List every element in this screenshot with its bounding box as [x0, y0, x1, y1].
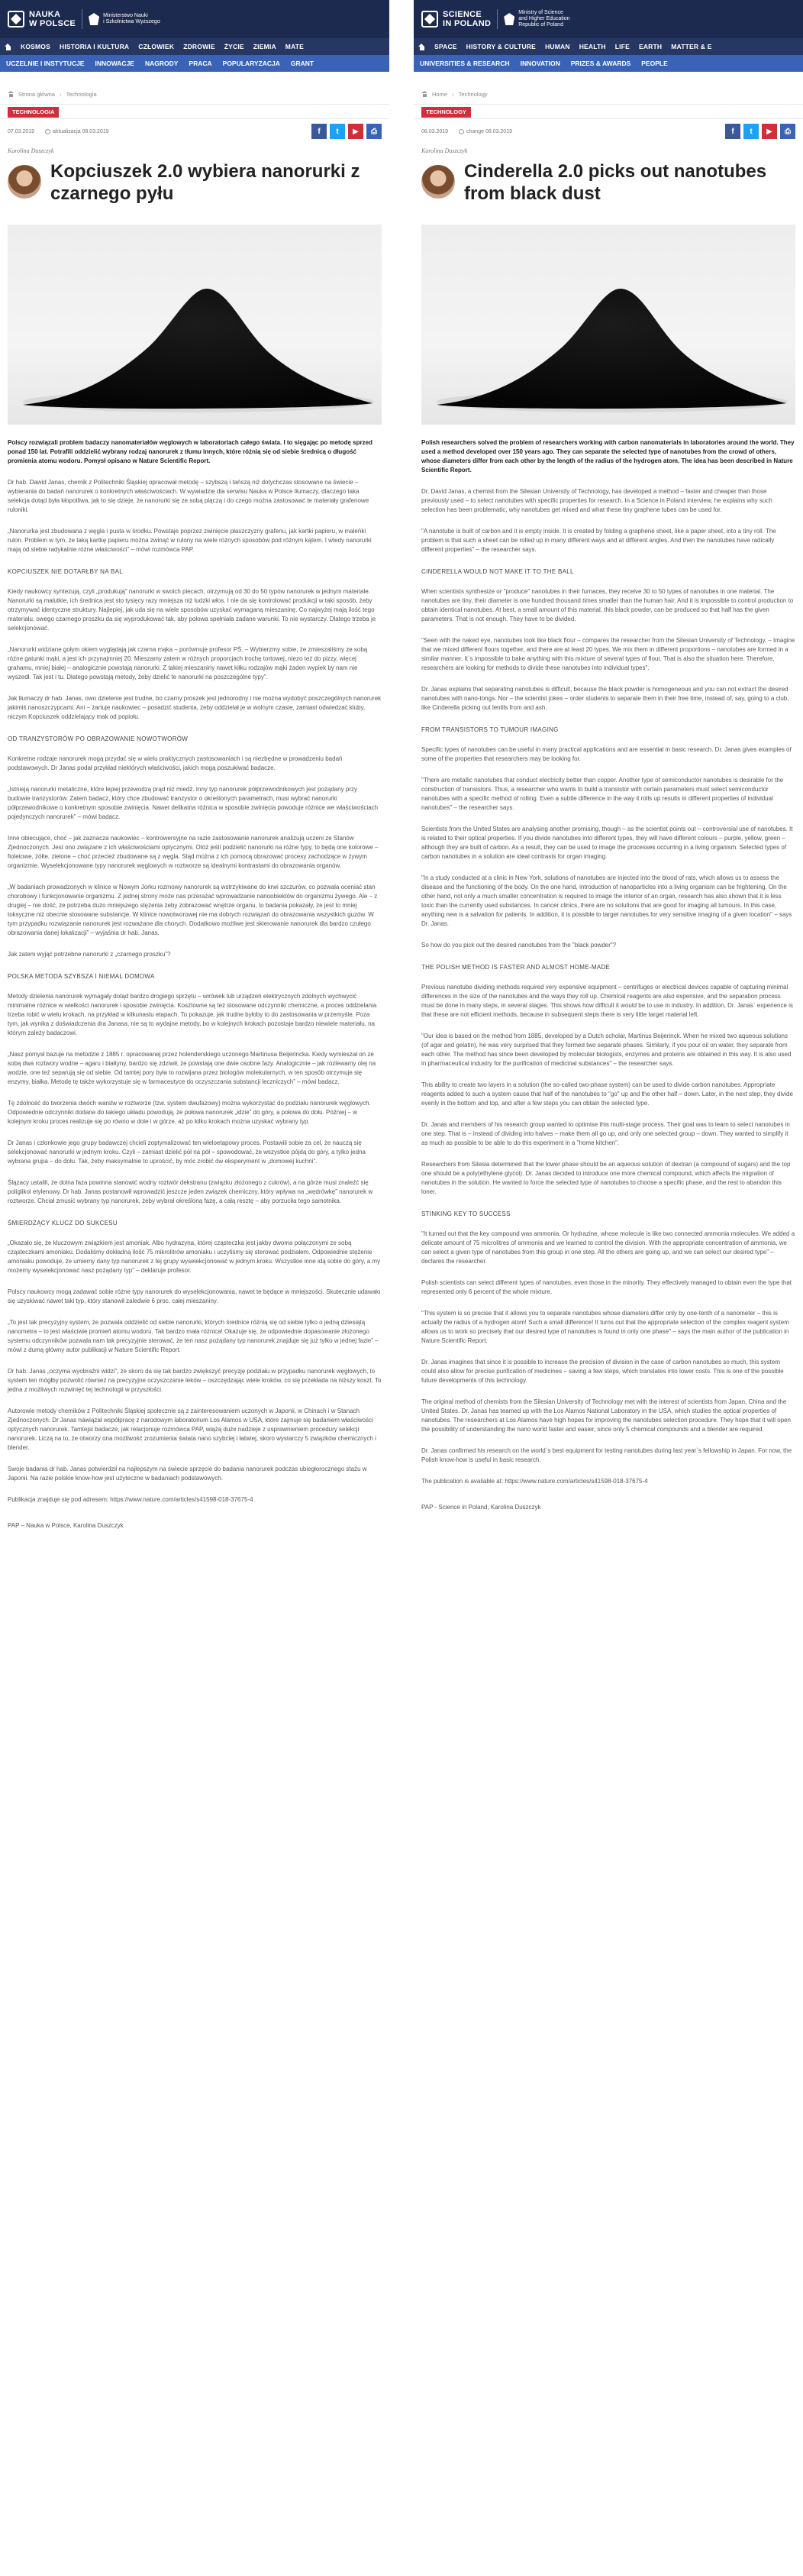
subnav-item[interactable]: PRACA	[189, 60, 212, 67]
article-body	[421, 487, 795, 1512]
nav-item[interactable]: MATE	[285, 43, 305, 50]
subnav-item[interactable]: POPULARYZACJA	[222, 60, 280, 67]
twitter-icon[interactable]: t	[743, 124, 759, 139]
body-paragraph: Dr hab. Dawid Janas, chemik z Politechniki Śląskiej opracował metodę – szybszą i tańszą niż dotychczas stosowane na świecie – wybierania do badań nanorurek o konkretnych właściwościach. W wywiadzie dla serwisu Nauka w Polsce tłumaczy, dlaczego taka selekcja dotąd była kłopotliwa, jak to się dzieje, że nanorurki się ze sobą plączą i do czego można zastosować te materiały grafenowe rulоniki.	[8, 479, 369, 513]
publication-link[interactable]: The publication is available at: https://www.nature.com/articles/s41598-018-37675-4	[421, 1478, 648, 1485]
print-icon[interactable]: ⎙	[780, 124, 795, 139]
logo-icon	[421, 11, 438, 27]
nav-item[interactable]: HEALTH	[579, 43, 606, 50]
body-paragraph: Dr. David Janas, a chemist from the Silesian University of Technology, has developed a method – faster and cheaper than those previously used – to select nanotubes with specific properties for research. In a Science in Poland interview, he explains why such selection has been problematic, why nanotubes get mixed and what these tiny graphene tubes can be used for.	[421, 488, 772, 513]
facebook-icon[interactable]: f	[725, 124, 740, 139]
print-icon[interactable]: ⎙	[366, 124, 382, 139]
body-paragraph: Researchers from Silesia determined that the lower phase should be an aqueous solution of dextran (a compound of sugars) and the top one should be a poly(ethylene glycol). Dr. Janas decided to introduce one more chemical compound, which affects the migration of nanotubes in the solution. He wanted to force the selected type of nanotubes to choose a specific phase, and the rest to abandon this loner.	[421, 1161, 791, 1195]
body-paragraph: „Istnieją nanorurki metaliczne, które lepiej przewodzą prąd niż miedź. Inny typ nanorurek półprzewodnikowych jest pożądany przy budowie tranzystorów. Zatem badacz, który chce zbudować tranzystor o określonych parametrach, musi wybrać nanorurki półprzewodnikowe o konkretnym sposobie zwinięcia. Nawet delikatna różnica w sposobie zwinięcia powoduje różnice we właściwościach pojedynczych nanorurek” – mówi badacz.	[8, 786, 379, 820]
publication-link[interactable]: Publikacja znajduje się pod adresem: https://www.nature.com/articles/s41598-018-37675-4	[8, 1496, 253, 1503]
nav-item[interactable]: CZŁOWIEK	[138, 43, 175, 50]
black-powder-image	[8, 225, 382, 425]
category-bar	[0, 104, 389, 119]
body-paragraph: Dr. Janas and members of his research group wanted to optimise this multi-stage process. Their goal was to learn to select nanotubes in one step. That is – instead of dividing into halves – make them all go up, and only one selected group – down. They wanted to simplify it as much as possible to be able to do this experiment in a "home kitchen".	[421, 1121, 790, 1146]
subnav-item[interactable]: PRIZES & AWARDS	[570, 60, 631, 67]
article-credit: PAP - Science in Poland, Karolina Duszczyk	[421, 1504, 541, 1511]
site-header	[0, 0, 389, 38]
home-icon[interactable]	[8, 91, 14, 97]
article-meta	[414, 119, 803, 144]
body-paragraph: "This system is so precise that it allows you to separate nanotubes whose diameters differ only by one-tenth of a nanometer – this is actually the radius of a hydrogen atom! Such a small difference! It turns out that the appropriate selection of the complex reagent system allows us to work so precisely that our desired type of nanotubes is found in only one phase" – says the main author of the publication in Nature Scientific Report.	[421, 1310, 789, 1344]
article-body	[8, 478, 382, 1530]
body-paragraph: Autorowie metody chemików z Politechniki Śląskiej społecznie są z zainteresowaniem uczonych w Japonii, w Chinach i w Stanach Zjednoczonych. Dr Janas nawiązał współpracę z narodowym laboratorium Los Alamos w USA, które zajmuje się badaniem właściwości optycznych nanorurek. Tamtejsi badacze, jak relacjonuje rozmówca PAP, wiążą duże nadzieje z usprawnieniem procedury selekcji nanorurek. Liczą na to, że otworzy ona możliwość zrozumienia świata nano szybciej i łatwiej, skoro wystarczy 5 związków chemicznych i blender.	[8, 1408, 376, 1451]
youtube-icon[interactable]: ▶	[762, 124, 777, 139]
body-paragraph: The original method of chemists from the Silesian University of Technology met with the interest of scientists from Japan, China and the United States. Dr. Janas has teamed up with the Los Alamos National Laboratory in the USA, which studies the optical properties of nanotubes. The researchers at Los Alamos have high hopes for improving the nanotubes selection procedure. They hope that it will open the possibility of understanding the nano world faster and easier, since only 5 chemical compounds and a blender are required.	[421, 1398, 792, 1433]
body-paragraph: "It turned out that the key compound was ammonia. Or hydrazine, whose molecule is like two connected ammonia molecules. We added a delicate amount of 75 microlitres of ammonia and we learned to control the division. With the appropriate concentration of ammonia, we can select a given type of nanotubes from this group in one step. All the others are going up, and we can select our desired type" – declares the researcher.	[421, 1230, 795, 1265]
article-credit: PAP – Nauka w Polsce, Karolina Duszczyk	[8, 1522, 124, 1529]
publish-date: 07.03.2019	[8, 128, 35, 134]
body-paragraph: Tę zdolność do tworzenia dwóch warstw w roztworze (tzw. system dwufazowy) można wykorzystać do podziału nanorurek węglowych. Odpowiednie odczynniki dodane do takiego układu powodują, że połowa nanorurek „idzie” do góry, a połowa do dołu. Później – w kolejnym kroku proces realizuje się po równo w dole i w górze, aż po kilku krokach można uzyskać wybrany typ.	[8, 1100, 371, 1125]
clock-icon	[45, 129, 50, 134]
nav-item[interactable]: ZDROWIE	[183, 43, 215, 50]
sub-nav	[0, 55, 389, 72]
ministry-text: Ministry of Science and Higher Education Republic of Poland	[518, 10, 570, 27]
body-paragraph: Swoje badania dr hab. Janas potwierdził na najlepszym na świecie sprzęcie do badania nanorurek podczas ubiegłorocznego stażu w Japonii. Na razie polskie know-how jest użyteczne w badaniach podstawowych.	[8, 1466, 367, 1482]
section-heading: OD TRANZYSTORÓW PO OBRAZOWANIE NOWOTWORÓW	[8, 735, 189, 742]
body-paragraph: "A nanotube is built of carbon and it is empty inside. It is created by folding a graphene sheet, like a paper sheet, into a tiny roll. The problem is that such a sheet can be rolled up in many different ways and at different angles. And then the nanotubes have radically different properties" – the researcher says.	[421, 528, 776, 553]
body-paragraph: Konkretne rodzaje nanorurek mogą przydać się w wielu praktycznych zastosowaniach i są niezbędne w prowadzeniu badań podstawowych. Dr Janas podał przykład niektórych właściwości, jakich mogą poszukiwać badacze.	[8, 755, 343, 771]
home-icon[interactable]	[421, 91, 427, 97]
update-date-text: change 08.03.2019	[466, 128, 512, 134]
category-badge[interactable]: TECHNOLOGIA	[8, 107, 59, 118]
ministry-logo[interactable]	[89, 13, 160, 25]
nav-item[interactable]: SPACE	[434, 43, 457, 50]
nav-item[interactable]: MATTER & E	[671, 43, 712, 50]
body-paragraph: „To jest tak precyzyjny system, że pozwala oddzielić od siebie nanorurki, których średnice różnią się od siebie tylko o jedną dziesiątą nanometra – to jest właściwie promień atomu wodoru. Tak bardzo mała różnica! Okazuje się, że odpowiednie dopasowanie złożonego systemu odczynników pozwala nam tak precyzyjnie sterować, że ten nasz pożądany typ nanorurek znajduje się już tylko w jednej fazie” – mówi z dumą główny autor publikacji w Nature Scientific Report.	[8, 1319, 379, 1353]
body-paragraph: "Our idea is based on the method from 1885, developed by a Dutch scholar, Martinus Beijerinck. When he mixed two aqueous solutions (of agar and gelatin), he was very surprised that they formed two separate phases. Similarly, if you pour oil on water, they separate from each other. The method has since been developed by molecular biologists, enzymes and proteins are obtained in this way. It is also used in pharmaceutical industry for the purification of medicinal substances" – the researcher says.	[421, 1033, 792, 1067]
body-paragraph: This ability to create two layers in a solution (the so-called two-phase system) can be used to divide carbon nanotubes. Appropriate reagents added to such a system cause that half of the nanotubes to "go" up and the other half – down. Later, in the next step, they divide evenly in the bottom and top, and after a few steps you can obtain the selected type.	[421, 1081, 793, 1107]
breadcrumb-item[interactable]: Technologia	[66, 90, 97, 98]
nav-item[interactable]: EARTH	[638, 43, 663, 50]
body-paragraph: So how do you pick out the desired nanotubes from the "black powder"?	[421, 942, 617, 949]
main-nav	[414, 38, 803, 55]
chevron-right-icon: ›	[452, 90, 454, 98]
section-heading: ŚMIERDZĄCY KLUCZ DO SUKCESU	[8, 1220, 118, 1227]
section-heading: CINDERELLA WOULD NOT MAKE IT TO THE BALL	[421, 568, 574, 575]
hero-image	[421, 225, 795, 425]
ministry-logo[interactable]	[504, 10, 569, 28]
nav-item[interactable]: ŻYCIE	[224, 43, 244, 50]
body-paragraph: Specific types of nanotubes can be useful in many practical applications and are essential in basic research. Dr. Janas gives examples of some of the properties that researchers may be looking for.	[421, 746, 792, 762]
body-paragraph: When scientists synthesize or "produce" nanotubes in their furnaces, they receive 30 to 50 types of nanotubes in one material. The nanotubes are tiny, their diameter is one hundred thousand times smaller than the human hair. And it is impossible to control production to obtain identical nanotubes. At best, a small amount of this material, this black powder, can be produced so that half has the given parameters. That is not enough. They have to be divided.	[421, 588, 794, 622]
eagle-icon	[89, 13, 99, 25]
site-logo[interactable]	[8, 10, 76, 28]
breadcrumb	[0, 87, 389, 101]
hero-image	[8, 225, 382, 425]
body-paragraph: Dr. Janas imagines that since it is possible to increase the precision of division in the case of carbon nanotubes so much, this system could also allow for precise purification of medicines – saving a few steps, which translates into lower costs. This is one of the possible future developments of this technology.	[421, 1359, 784, 1384]
breadcrumb-item[interactable]: Home	[432, 90, 448, 98]
page-gutter	[389, 0, 414, 2576]
body-paragraph: Inne obiecujące, choć – jak zaznacza naukowiec – kontrowersyjne na razie zastosowanie nanorurek analizują uczeni ze Stanów Zjednoczonych. Jest ono związane z ich właściwościami optycznymi. Otóż jeśli podzielić nanorurki na różne typy, to będą one kolorowe – fioletowe, żółte, zielone – choć przecież zbudowane są z węgla. Stąd można z ich pomocą obrazować procesy zachodzące w żywym organizmie. Wyselekcjonowane typy nanorurek węglowych w roztworze są idealnymi kontrastami do obrazowania organów.	[8, 835, 379, 869]
update-date	[45, 129, 109, 134]
subnav-item[interactable]: INNOVATION	[520, 60, 560, 67]
body-paragraph: "There are metallic nanotubes that conduct electricity better than copper. Another type of semiconductor nanotubes is desirable for the construction of transistors. Thus, a researcher who wants to build a transistor with certain parameters must select semiconductor nanotubes with a specific method of rolling. Even a subtle difference in the way it rolls up results in different properties of individual nanotubes" – the researcher says.	[421, 777, 784, 811]
body-paragraph: Dr Janas i członkowie jego grupy badawczej chcieli zoptymalizować ten wieloetapowy proces. Postawili sobie za cel, że nauczą się selekcjonować nanorurki w jednym kroku. Czyli – zamiast dzielić pół na pół – spowodować, że wszystkie pójdą do góry, a tylko jedna wybrana grupa – do dołu. Tak, żeby maksymalnie to uprościć, by móc zrobić ów eksperyment w „domowej kuchni”.	[8, 1139, 366, 1165]
subnav-item[interactable]: UNIVERSITIES & RESEARCH	[420, 60, 510, 67]
site-header	[414, 0, 803, 38]
breadcrumb-item[interactable]: Technology	[458, 90, 488, 98]
category-bar	[414, 104, 803, 119]
breadcrumb-item[interactable]: Strona główna	[18, 90, 55, 98]
nav-item[interactable]: HUMAN	[545, 43, 570, 50]
publish-date: 08.03.2019	[421, 128, 449, 134]
body-paragraph: "Seen with the naked eye, nanotubes look like black flour – compares the researcher from the Silesian University of Technology. – Imagine that we mixed different flours together, and there are at least 20 types. We mix them in different proportions – nanotubes are formed in a similar manner. It`s impossible to bake anything with this mixture of several types of flour. That is also the situation here. Therefore, researchers are looking for methods to divide these nanotubes into individual types".	[421, 637, 795, 671]
author-avatar	[421, 165, 455, 199]
subnav-item[interactable]: INNOWACJE	[95, 60, 134, 67]
article-lead: Polscy rozwiązali problem badaczy nanomateriałów węglowych w laboratoriach całego świata. I to sięgając po metodę sprzed ponad 150 lat. Potrafili oddzielić wybrany rodzaj nanorurek z tłumu innych, które różnią się od siebie średnicą o długość promienia atomu wodoru. Pomysł opisano w Nature Scientific Report.	[8, 439, 372, 464]
chevron-right-icon: ›	[59, 90, 62, 98]
category-badge[interactable]: TECHNOLOGY	[421, 107, 471, 118]
body-paragraph: „Okazało się, że kluczowym związkiem jest amoniak. Albo hydrazyna, której cząsteczka jest jakby dwoma połączonymi ze sobą cząsteczkami amoniaku. Dodaliśmy dokładną ilość 75 mikrolitrów amoniaku i uczyliśmy się sterować podziałem. Odpowiednie stężenie amoniaku powoduje, że umiemy dany typ nanorurek z tej grupy wyselekcjonować w jednym kroku. Wszystkie inne idą sobie do góry, a my możemy wyselekcjonować nasz pożądany typ” – deklaruje profesor.	[8, 1240, 381, 1274]
nav-item[interactable]: ZIEMIA	[253, 43, 276, 50]
body-paragraph: "In a study conducted at a clinic in New York, solutions of nanotubes are injected into the blood of rats, which allows us to assess the disease and the functioning of the body. On the one hand, introduction of nanoparticles into a living organism can be frightening. On the other hand, not only a much smaller concentration is required to image the interior of an organ, research has also shown that it is less toxic than the currently used substances. In cancer clinics, there are no solutions that are good for imaging all tumours. In this case, anything new is a salvation for patients. In addition, it is possible to target nanotubes for very sensitive imaging of a given location" – says Dr. Janas.	[421, 874, 792, 927]
body-paragraph: Scientists from the United States are analysing another promising, though – as the scientist points out – controversial use of nanotubes. It is related to their optical properties. If you divide nanotubes into different types, they will have different colours – purple, yellow, green – although they are built of carbon. As a result, they can be used to image the processes occurring in a living organism. Selected types of carbon nanotubes in a solution are ideal contrasts for organ imaging.	[421, 826, 793, 860]
body-paragraph: Polish scientists can select different types of nanotubes, even those in the minority. They effectively managed to obtain even the type that represented only 6 percent of the whole mixture.	[421, 1279, 792, 1295]
facebook-icon[interactable]: f	[311, 124, 327, 139]
body-paragraph: Metody dzielenia nanorurek wymagały dotąd bardzo drogiego sprzętu – wirówek lub urządzeń elektrycznych zdolnych wychwycić minimalne różnice w wielkości nanorurek i sposobie zwinięcia. Kosztowne są też stosowane odczynniki chemiczne, a proces oddzielania trzeba robić w wielu krokach, na przykład w kilkunastu etapach. To pokazuje, jak trudne byłoby to do zastosowania w przemyśle. Poza tym, jak wynika z doświadczenia dra Janasa, nie są to wydajne metody, bo w kolejnych krokach pozostaje bardzo niewiele materiału, na którym zależy badaczowi.	[8, 993, 377, 1036]
black-powder-image	[421, 225, 795, 425]
title-row	[0, 160, 389, 223]
body-paragraph: Dr. Janas explains that separating nanotubes is difficult, because the black powder is homogeneous and you can not extract the desired nanotubes with nano-tongs. Nor – the scientist jokes – order students to separate them in their free time, instead of, say, going to a club, like Cinderella picking out lentils from and ash.	[421, 686, 789, 711]
clock-icon	[459, 129, 464, 134]
section-heading: FROM TRANSISTORS TO TUMOUR IMAGING	[421, 726, 559, 733]
section-heading: THE POLISH METHOD IS FASTER AND ALMOST HOME-MADE	[421, 964, 611, 971]
home-icon[interactable]	[5, 44, 11, 50]
body-paragraph: Jak tłumaczy dr hab. Janas, owo dzielenie jest trudne, bo czarny proszek jest jednorodny i nie można wydobyć poszczególnych nanorurek jakimiś nanoszczypcami. Ani – żartuje naukowiec – posadzić studenta, żeby oddzielał je w wolnym czasie, zamiast odwiedzać kluby, niczym Kopciuszek oddzielający mak od popiołu.	[8, 695, 382, 720]
home-icon[interactable]	[418, 44, 425, 50]
logo-icon	[8, 11, 24, 27]
body-paragraph: Jak zatem wyjąć potrzebne nanorurki z „czarnego proszku”?	[8, 951, 171, 958]
header-divider	[497, 9, 498, 29]
author-name[interactable]: Karolina Duszczyk	[421, 147, 468, 154]
article-lead: Polish researchers solved the problem of researchers working with carbon nanomaterials in laboratories around the world. They used a method developed over 150 years ago. They can separate the selected type of nanotubes from the crowd of others, whose diameters differ from each other by the length of the radius of the hydrogen atom. The idea has been described in Nature Scientific Report.	[421, 439, 795, 474]
body-paragraph: Previous nanotube dividing methods required very expensive equipment – centrifuges or electrical devices capable of capturing minimal differences in the size of the nanotubes and the ways they roll up. Chemical reagents are also expensive, and the separation process must be done in many steps, in several stages. This shows how difficult it would be to use in industry. In addition, Dr. Janas` experience is that these are not efficient methods, because in subsequent steps there is very little target material left.	[421, 984, 793, 1018]
english-article-page	[414, 0, 803, 2576]
body-paragraph: Dr hab. Janas „oczyma wyobraźni widzi”, że skoro da się tak bardzo zwiększyć precyzję podziału w przypadku nanorurek węglowych, to system ten mógłby pozwolić również na precyzyjne oczyszczanie leków – oszczędzając wiele kroków, co się przekłada na niższy koszt. To jedna z możliwych rozwinięć tej technologii w przyszłości.	[8, 1368, 382, 1393]
update-date-text: aktualizacja 08.03.2019	[53, 128, 109, 134]
section-heading: POLSKA METODA SZYBSZA I NIEMAL DOMOWA	[8, 973, 155, 980]
nav-item[interactable]: LIFE	[614, 43, 630, 50]
body-paragraph: „Nasz pomysł bazuje na metodzie z 1885 r. opracowanej przez holenderskiego uczonego Martinusa Beijerincka. Kiedy wymieszał on ze sobą dwa roztwory wodne – agaru i białtyny, bardzo się zdziwił, że powstają one dwie osobne fazy. Analogicznie – jak rozlewamy olej na wodzie, one też separują się od siebie. Od tamtej pory była to rozwijana przez biologów molekularnych, w ten sposób otrzymuje się enzymy, białka. Metodę tę także wykorzystuje się w farmaceutyce do oczyszczania substancji leczniczych” – mówi badacz.	[8, 1051, 376, 1085]
ministry-text: Ministerstwo Nauki i Szkolnictwa Wyższego	[103, 13, 160, 24]
article-title: Cinderella 2.0 picks out nanotubes from black dust	[464, 161, 767, 204]
body-paragraph: „W badaniach prowadzonych w klinice w Nowym Jorku rozmowy nanorurek są wstrzykiwane do krwi szczurów, co pozwala oceniać stan chorobowy i funkcjonowanie organizmu. Z jednej strony może nas przerażać wprowadzanie nanoobiektów do organizmu żywego. Ale – z drugiej – nie dość, że potrzeba dużo mniejszego stężenia żeby zobrazować wnętrze organu, to badania pokazały, że jest to mniej toksyczne niż obecnie stosowane substancje. W klinice nowotworowej nie ma dobrych rozwiązań do obrazowania wszystkich guzów. W tym przypadku rozwiązanie nanorurek jest rozważane dla chorych. Dodatkowo możliwe jest skierowanie nanorurek dla bardzo czułego obrazowania danej lokalizacji” – wyjaśnia dr hab. Janas.	[8, 884, 378, 936]
youtube-icon[interactable]: ▶	[348, 124, 363, 139]
site-logo[interactable]	[421, 10, 491, 28]
nav-item[interactable]: HISTORIA I KULTURA	[59, 43, 130, 50]
body-paragraph: Polscy naukowcy mogą zadawać sobie różne typy nanorurek do wyselekcjonowania, nawet te będące w mniejszości. Skutecznie udawało się uzyskiwać nawet taki typ, który stanowił zaledwie 6 proc. całej mieszaniny.	[8, 1288, 381, 1304]
main-nav	[0, 38, 389, 55]
body-paragraph: „Nanorurki widziane gołym okiem wyglądają jak czarna mąka – porównuje profesor PŚ. – Wybierzmy sobie, że zmieszaliśmy ze sobą różne gatunki mąki, a jest ich przynajmniej 20. Mieszamy zatem w różnych proporcjach trochę tortowej, niezo też do pizzy, więcej grahamu, mniej białej – analogicznie powstają nanorurki. Z takiej mieszaniny nawet kiłku rodzajów mąki żaden wypiek by nam nie wyszedł. Tak jest i tu. Dlatego powstają metody, żeby dzielić te nanorurki na poszczególne typy”.	[8, 646, 368, 680]
breadcrumb	[414, 87, 803, 101]
subnav-item[interactable]: UCZELNIE I INSTYTUCJE	[6, 60, 85, 67]
share-buttons	[311, 124, 382, 139]
title-row	[414, 160, 803, 223]
eagle-icon	[504, 13, 514, 25]
nav-item[interactable]: HISTORY & CULTURE	[466, 43, 537, 50]
author-name[interactable]: Karolina Duszczyk	[8, 147, 54, 154]
article-meta	[0, 119, 389, 144]
body-paragraph: Kiedy naukowcy syntezują, czyli „produkują” nanorurki w swoich piecach, otrzymują od 30 do 50 typów nanorurek w jednym materiale. Nanorurki są malutkie, ich średnica jest sto tysięcy razy mniejsza niż ludzki włos. I nie da się kontrolować produkcji w taki sposób, żeby otrzymywać identyczne struktury. Najlepiej, jak uda się na wiele sposobów uzyskać wymaganą mieszaninę. Co najwyżej mają ilość tego materiału, owego czarnego proszku da się wyprodukować tak, aby połowa spełniała zadane warunki. To nie wystarczy. Dlatego trzeba je selekcjonować.	[8, 588, 376, 632]
logo-text: SCIENCE IN POLAND	[443, 10, 492, 28]
body-paragraph: Ślązacy ustalili, że dolna faza powinna stanowić wodny roztwór dekstranu (związku złożonego z cukrów), a na górze musi znaleźć się poliglikol etylenowy. Dr hab. Janas postanowił wprowadzić jeszcze jeden związek chemiczny, który wpływa na „wędrówkę” nanorurek w roztworze. Chciał zmusić wybrany typ nanorurek, żeby wybrał określoną fazę, a całą resztę – aby porzuciła tego samotnika.	[8, 1179, 373, 1204]
update-date	[459, 129, 512, 134]
twitter-icon[interactable]: t	[330, 124, 345, 139]
section-heading: KOPCIUSZEK NIE DOTARŁBY NA BAL	[8, 568, 123, 575]
subnav-item[interactable]: NAGRODY	[144, 60, 179, 67]
polish-article-page	[0, 0, 389, 2576]
subnav-item[interactable]: PEOPLE	[641, 60, 668, 67]
body-paragraph: „Nanorurka jest zbudowana z węgla i pusta w środku. Powstaje poprzez zwinięcie płaszczyzny grafenu, jak kartki papieru, w maleńki rulon. Problem w tym, że taką kartkę papieru można zwinąć w rulony na wiele różnych sposobów pod różnym kątem. I wtedy nanorurki mają od siebie radykalnie różne właściwości” – mówi rozmówca PAP.	[8, 528, 372, 553]
author-avatar	[8, 165, 41, 199]
subnav-item[interactable]: GRANT	[290, 60, 314, 67]
body-paragraph: Dr. Janas confirmed his research on the world`s best equipment for testing nanotubes during last year`s fellowship in Japan. For now, the Polish know-how is useful in basic research.	[421, 1447, 792, 1463]
section-heading: STINKING KEY TO SUCCESS	[421, 1210, 511, 1217]
nav-item[interactable]: KOSMOS	[21, 43, 50, 50]
article-title: Kopciuszek 2.0 wybiera nanorurki z czarnego pyłu	[50, 161, 360, 204]
sub-nav	[414, 55, 803, 72]
share-buttons	[725, 124, 795, 139]
logo-text: NAUKA W POLSCE	[29, 10, 76, 28]
